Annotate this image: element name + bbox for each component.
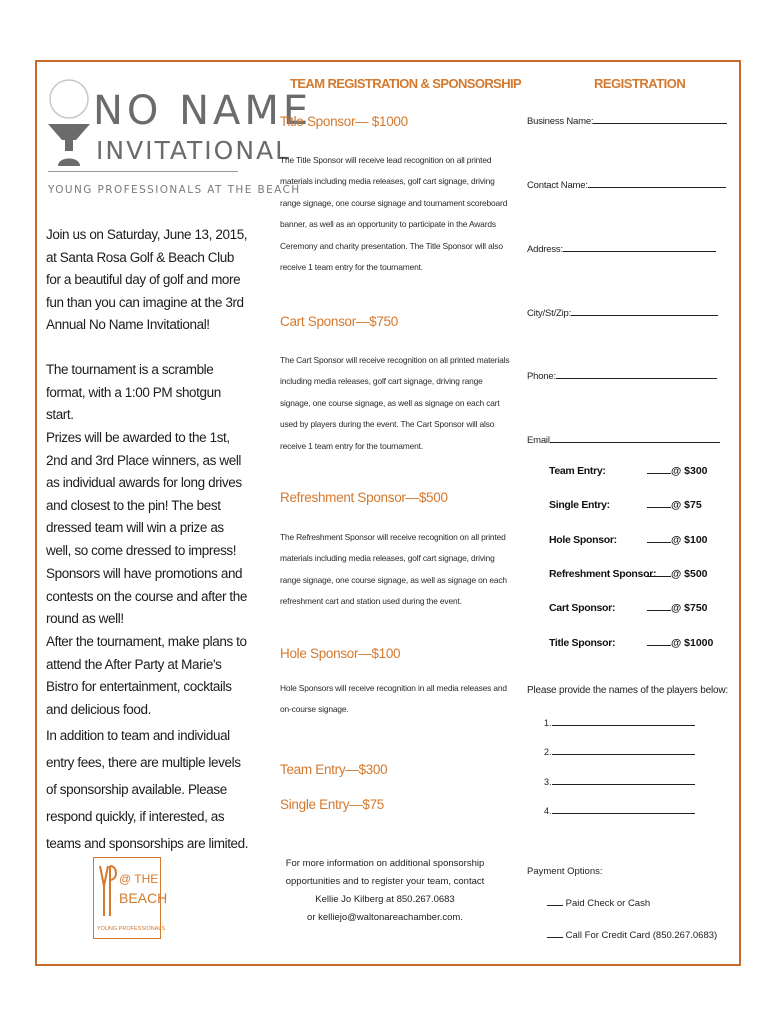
city-state-zip-field[interactable]: [527, 307, 718, 319]
player-4-field[interactable]: 4.: [544, 805, 695, 816]
hole-sponsor-heading: Hole Sponsor—$100: [280, 646, 401, 661]
address-label: Address:: [527, 244, 563, 255]
single-entry-label: Single Entry:: [549, 499, 610, 511]
logo-title-invitational: INVITATIONAL: [96, 136, 292, 165]
email-label: Email: [527, 435, 550, 446]
email-field[interactable]: [527, 434, 720, 446]
yp-monogram-icon: [98, 864, 118, 918]
cart-sponsor-heading: Cart Sponsor—$750: [280, 314, 398, 329]
single-entry-heading: Single Entry—$75: [280, 797, 385, 812]
team-entry-heading: Team Entry—$300: [280, 762, 388, 777]
intro-paragraph: Join us on Saturday, June 13, 2015, at Santa Rosa Golf & Beach Club for a beautiful day of golf and more fun than you can imagine at the 3rd Annual No Name Invitational!: [46, 227, 248, 332]
title-sponsor-label: Title Sponsor:: [549, 637, 616, 649]
business-name-field[interactable]: [527, 115, 727, 127]
cart-sponsor-price[interactable]: @ $750: [647, 602, 708, 614]
refreshment-sponsor-description: The Refreshment Sponsor will receive recognition on all printed materials including media releases, golf cart signage, driving range signage, one course signage, as well as signage on each refreshment cart and station used during the event.: [280, 532, 507, 607]
hole-sponsor-price[interactable]: @ $100: [647, 534, 708, 546]
title-sponsor-description: The Title Sponsor will receive lead recognition on all printed materials including media releases, golf cart signage, driving range signage, one course signage and tournament scoreboard banner, as well as an opportunity to participate in the Awards Ceremony and charity presentation. The Title Sponsor will also receive 1 team entry for the tournament.: [280, 155, 508, 273]
sponsorship-paragraph: In addition to team and individual entry fees, there are multiple levels of sponsorship available. Please respond quickly, if interested, as teams and sponsorships are limited.: [46, 728, 249, 851]
logo-subtitle: YOUNG PROFESSIONALS AT THE BEACH: [48, 184, 301, 196]
after-party-paragraph: After the tournament, make plans to attend the After Party at Marie's Bistro for entertainment, cocktails and delicious food.: [46, 634, 247, 717]
format-paragraph: The tournament is a scramble format, with a 1:00 PM shotgun start.: [46, 362, 221, 422]
beach-logo-sub: YOUNG PROFESSIONALS: [97, 926, 166, 932]
pay-check-option[interactable]: Paid Check or Cash: [547, 897, 650, 909]
registration-header: REGISTRATION: [594, 76, 686, 91]
payment-options-title: Payment Options:: [527, 866, 603, 877]
single-entry-price[interactable]: @ $75: [647, 499, 702, 511]
hole-sponsor-label: Hole Sponsor:: [549, 534, 617, 546]
phone-label: Phone:: [527, 371, 556, 382]
refreshment-sponsor-price[interactable]: @ $500: [647, 568, 708, 580]
address-field[interactable]: [527, 243, 716, 255]
contact-info: [270, 855, 500, 927]
golf-ball-tee-logo-icon: [46, 76, 92, 176]
team-entry-label: Team Entry:: [549, 465, 606, 477]
beach-logo: [93, 857, 168, 939]
cart-sponsor-label: Cart Sponsor:: [549, 602, 616, 614]
logo-title-no-name: NO NAME: [93, 88, 313, 134]
phone-field[interactable]: [527, 370, 717, 382]
contact-line-3: Kellie Jo Kilberg at 850.267.0683: [315, 894, 455, 905]
contact-name-field[interactable]: [527, 179, 726, 191]
player-1-field[interactable]: 1.: [544, 717, 695, 728]
logo-divider: [48, 171, 238, 172]
contact-line-1: For more information on additional sponsorship: [285, 858, 485, 869]
contact-line-4: or kelliejo@waltonareachamber.com.: [307, 912, 463, 923]
middle-header: TEAM REGISTRATION & SPONSORSHIP: [290, 76, 522, 91]
beach-logo-beach: BEACH: [119, 890, 168, 906]
team-entry-price[interactable]: @ $300: [647, 465, 708, 477]
title-sponsor-price[interactable]: @ $1000: [647, 637, 713, 649]
city-state-zip-label: City/St/Zip:: [527, 308, 572, 319]
refreshment-sponsor-label: Refreshment Sponsor:: [549, 568, 657, 580]
cart-sponsor-description: The Cart Sponsor will receive recognition on all printed materials including media releases, golf cart signage, driving range signage, one course signage, as well as signage on each cart used by players during the event. The Cart Sponsor will also receive 1 team entry for the tournament.: [280, 355, 510, 451]
prizes-paragraph: Prizes will be awarded to the 1st, 2nd and 3rd Place winners, as well as individual awards for long drives and closest to the pin! The best dressed team will win a prize as well, so come dressed to impress!: [46, 430, 242, 558]
contact-name-label: Contact Name:: [527, 180, 588, 191]
player-2-field[interactable]: 2.: [544, 746, 695, 757]
player-3-field[interactable]: 3.: [544, 776, 695, 787]
contact-line-2: opportunities and to register your team, contact: [285, 876, 485, 887]
players-prompt: Please provide the names of the players below:: [527, 685, 728, 696]
pay-card-option[interactable]: Call For Credit Card (850.267.0683): [547, 929, 717, 941]
beach-logo-at: @ THE: [119, 872, 159, 886]
sponsors-paragraph: Sponsors will have promotions and contests on the course and after the round as well!: [46, 566, 247, 626]
title-sponsor-heading: Title Sponsor— $1000: [280, 114, 408, 129]
hole-sponsor-description: Hole Sponsors will receive recognition in all media releases and on-course signage.: [280, 683, 507, 715]
refreshment-sponsor-heading: Refreshment Sponsor—$500: [280, 490, 448, 505]
business-name-label: Business Name:: [527, 116, 594, 127]
